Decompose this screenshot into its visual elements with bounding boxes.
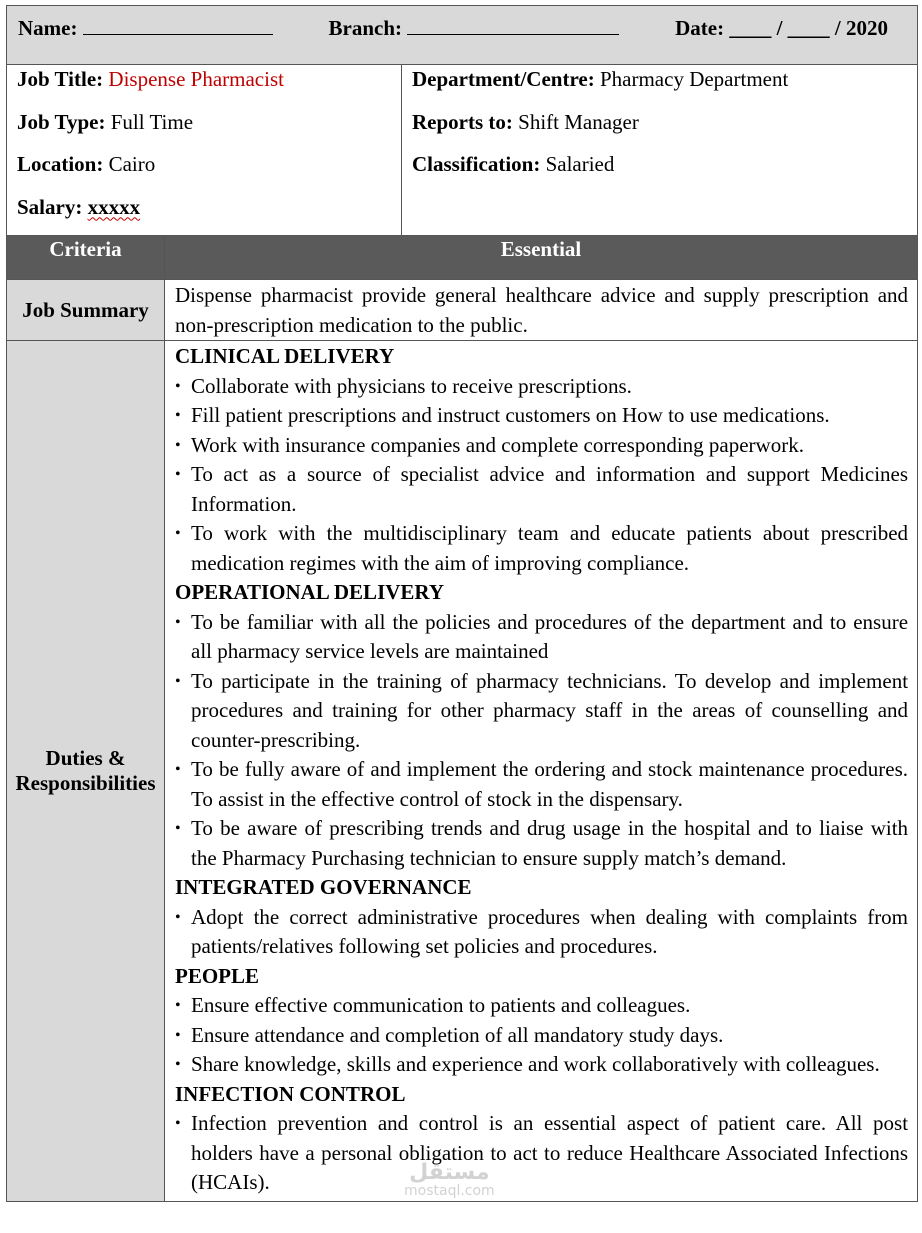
list-item: • Ensure effective communication to patients and colleagues. (175, 991, 908, 1021)
criteria-heading: Criteria (7, 236, 165, 280)
info-row (7, 65, 918, 236)
list-item: • To participate in the training of pharmacy technicians. To develop and implement procedures and training for other pharmacy staff in the areas of counselling and counter-prescribing. (175, 667, 908, 756)
list-item: • Work with insurance companies and complete corresponding paperwork. (175, 431, 908, 461)
name-field: Name: (18, 16, 273, 41)
section-title: CLINICAL DELIVERY (175, 344, 395, 368)
job-title: Job Title: Dispense Pharmacist (17, 67, 284, 91)
classification: Classification: Salaried (412, 152, 615, 176)
job-description-document (6, 5, 917, 1202)
section-title: OPERATIONAL DELIVERY (175, 580, 445, 604)
summary-text: Dispense pharmacist provide general healthcare advice and supply prescription and non-prescription medication to the public. (165, 280, 918, 341)
duties-label: Duties & Responsibilities (7, 341, 165, 1202)
duties-content (165, 341, 918, 1202)
job-type: Job Type: Full Time (17, 109, 194, 134)
list-item: • Collaborate with physicians to receive prescriptions. (175, 372, 908, 402)
section-title: PEOPLE (175, 963, 260, 988)
list-item: • To be familiar with all the policies and procedures of the department and to ensure all pharmacy service levels are maintained (175, 608, 908, 667)
section-title: INFECTION CONTROL (175, 1081, 406, 1106)
list-item: • Infection prevention and control is an essential aspect of patient care. All post holders have a personal obligation to act to reduce Healthcare Associated Infections (HCAIs). (175, 1109, 908, 1198)
duties-row (7, 341, 918, 1202)
location: Location: Cairo (17, 152, 156, 176)
branch-field: Branch: (329, 16, 620, 41)
salary: Salary: xxxxx (17, 194, 141, 219)
essential-heading: Essential (165, 236, 918, 280)
summary-label: Job Summary (7, 280, 165, 341)
list-item: • Fill patient prescriptions and instruct customers on How to use medications. (175, 401, 908, 431)
criteria-header-row (7, 236, 918, 280)
list-item: • Share knowledge, skills and experience and work collaboratively with colleagues. (175, 1050, 908, 1080)
date-field: Date: ____ / ____ / 2020 (675, 16, 889, 40)
department: Department/Centre: Pharmacy Department (412, 67, 789, 91)
reports-to: Reports to: Shift Manager (412, 109, 639, 134)
list-item: • To be aware of prescribing trends and drug usage in the hospital and to liaise with the Pharmacy Purchasing technician to ensure supply match’s demand. (175, 814, 908, 873)
header-row (7, 6, 918, 65)
watermark-logo: مستقل mostaql.com (404, 1160, 495, 1199)
list-item: • Ensure attendance and completion of all mandatory study days. (175, 1021, 908, 1051)
list-item: • Adopt the correct administrative procedures when dealing with complaints from patients/relatives following set policies and procedures. (175, 903, 908, 962)
list-item: • To work with the multidisciplinary team and educate patients about prescribed medication regimes with the aim of improving compliance. (175, 519, 908, 578)
summary-row (7, 280, 918, 341)
list-item: • To be fully aware of and implement the ordering and stock maintenance procedures. To assist in the effective control of stock in the dispensary. (175, 755, 908, 814)
list-item: • To act as a source of specialist advice and information and support Medicines Information. (175, 460, 908, 519)
section-title: INTEGRATED GOVERNANCE (175, 875, 472, 899)
